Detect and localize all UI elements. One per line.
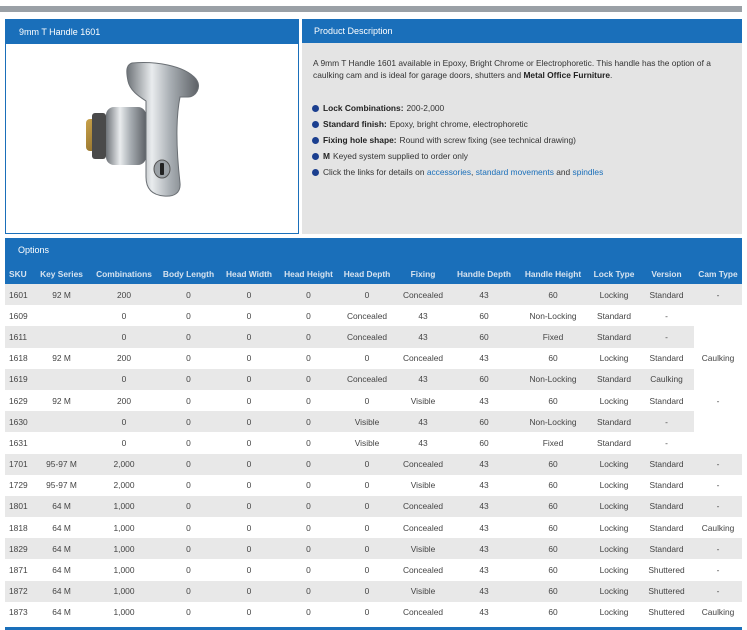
table-cell: 64 M (32, 517, 91, 538)
table-cell: Fixed (517, 432, 589, 453)
table-cell: 0 (278, 475, 339, 496)
table-cell: 43 (451, 538, 517, 559)
table-cell: 1829 (5, 538, 32, 559)
table-cell (694, 326, 742, 347)
table-cell: 0 (157, 348, 220, 369)
table-cell: 43 (451, 390, 517, 411)
table-cell: 92 M (32, 284, 91, 305)
table-row (5, 411, 742, 432)
table-cell: 0 (91, 369, 157, 390)
table-cell: Locking (589, 602, 639, 623)
table-cell: 0 (339, 284, 395, 305)
t-handle-product-image (84, 57, 214, 202)
table-cell: Standard (589, 411, 639, 432)
table-cell (32, 305, 91, 326)
table-cell: 0 (157, 559, 220, 580)
table-cell: Non-Locking (517, 411, 589, 432)
table-cell: 0 (157, 369, 220, 390)
column-header: Combinations (91, 263, 157, 284)
table-cell: - (694, 496, 742, 517)
table-cell: 0 (220, 284, 278, 305)
table-row (5, 559, 742, 580)
table-cell: - (639, 326, 694, 347)
table-cell: Locking (589, 517, 639, 538)
table-cell: 0 (278, 348, 339, 369)
table-cell: 43 (451, 496, 517, 517)
table-cell: 0 (157, 284, 220, 305)
table-cell: - (639, 411, 694, 432)
table-cell: 64 M (32, 581, 91, 602)
table-cell: Locking (589, 475, 639, 496)
table-cell: Non-Locking (517, 369, 589, 390)
table-cell: 1631 (5, 432, 32, 453)
table-cell: 0 (339, 581, 395, 602)
table-cell: 60 (517, 454, 589, 475)
table-cell: - (694, 581, 742, 602)
table-cell: 0 (157, 454, 220, 475)
feature-list (312, 100, 737, 180)
accessories-link[interactable]: accessories (426, 167, 472, 177)
table-row (5, 348, 742, 369)
table-row (5, 305, 742, 326)
table-cell: - (694, 538, 742, 559)
table-cell: 43 (395, 369, 451, 390)
table-cell: 1601 (5, 284, 32, 305)
table-cell: Standard (639, 538, 694, 559)
table-cell: 0 (157, 411, 220, 432)
table-cell: 0 (220, 432, 278, 453)
table-cell: 1872 (5, 581, 32, 602)
table-cell: Visible (395, 390, 451, 411)
table-cell: 64 M (32, 602, 91, 623)
table-cell: 0 (339, 496, 395, 517)
table-cell: Visible (395, 581, 451, 602)
table-cell: 1873 (5, 602, 32, 623)
table-cell: 1,000 (91, 517, 157, 538)
table-cell: 0 (157, 538, 220, 559)
bullet-icon (312, 105, 319, 112)
table-cell: 1,000 (91, 581, 157, 602)
table-row (5, 475, 742, 496)
table-cell: 43 (395, 305, 451, 326)
table-cell: 0 (220, 411, 278, 432)
column-header: Fixing (395, 263, 451, 284)
table-cell: Concealed (395, 559, 451, 580)
table-cell: Visible (339, 432, 395, 453)
table-cell (32, 326, 91, 347)
table-row (5, 454, 742, 475)
table-cell: 60 (451, 369, 517, 390)
table-cell: 60 (517, 284, 589, 305)
table-cell: Concealed (395, 602, 451, 623)
column-header: Body Length (157, 263, 220, 284)
table-cell: Concealed (395, 284, 451, 305)
table-cell: 60 (451, 326, 517, 347)
table-cell: 0 (220, 581, 278, 602)
table-cell: 0 (339, 538, 395, 559)
options-title: Options (5, 238, 742, 263)
table-cell: 43 (395, 411, 451, 432)
table-cell: 0 (339, 390, 395, 411)
table-cell: 1818 (5, 517, 32, 538)
table-cell: 95-97 M (32, 475, 91, 496)
table-cell: 1629 (5, 390, 32, 411)
table-cell: 43 (451, 517, 517, 538)
table-cell: 60 (517, 538, 589, 559)
table-cell: Visible (395, 538, 451, 559)
table-row (5, 326, 742, 347)
table-cell: 0 (220, 475, 278, 496)
table-cell: Concealed (395, 496, 451, 517)
table-cell: 43 (451, 475, 517, 496)
table-cell: 1,000 (91, 538, 157, 559)
product-description-title: Product Description (302, 19, 742, 43)
table-cell: 1871 (5, 559, 32, 580)
table-cell: 0 (91, 411, 157, 432)
table-cell: - (694, 284, 742, 305)
table-cell: 60 (451, 305, 517, 326)
feature-item: M Keyed system supplied to order only (312, 148, 737, 164)
table-cell: Standard (639, 284, 694, 305)
table-cell: 0 (339, 602, 395, 623)
table-cell: 0 (220, 602, 278, 623)
table-cell: 200 (91, 284, 157, 305)
top-divider-bar (0, 6, 742, 12)
table-cell: 0 (220, 390, 278, 411)
table-cell: 92 M (32, 348, 91, 369)
table-row (5, 581, 742, 602)
column-header: Head Height (278, 263, 339, 284)
table-cell: 1619 (5, 369, 32, 390)
table-cell: Caulking (694, 602, 742, 623)
table-row (5, 390, 742, 411)
column-header: Head Width (220, 263, 278, 284)
table-cell: 2,000 (91, 475, 157, 496)
table-cell: Standard (589, 326, 639, 347)
options-table (5, 263, 742, 623)
table-cell: 0 (278, 538, 339, 559)
table-cell: 92 M (32, 390, 91, 411)
table-cell: 0 (157, 581, 220, 602)
table-cell: 0 (157, 390, 220, 411)
table-cell: 0 (220, 454, 278, 475)
table-cell: 0 (220, 538, 278, 559)
table-cell: 60 (451, 411, 517, 432)
table-cell: 0 (157, 326, 220, 347)
column-header: Version (639, 263, 694, 284)
table-cell: 0 (339, 475, 395, 496)
table-cell: 43 (451, 581, 517, 602)
table-cell: Locking (589, 559, 639, 580)
table-cell: 200 (91, 390, 157, 411)
table-cell: 0 (278, 305, 339, 326)
table-row (5, 432, 742, 453)
table-cell: 0 (339, 559, 395, 580)
table-cell: Locking (589, 496, 639, 517)
table-cell: 2,000 (91, 454, 157, 475)
spindles-link[interactable]: spindles (572, 167, 604, 177)
table-cell (694, 369, 742, 390)
table-cell: Caulking (694, 517, 742, 538)
table-cell: - (639, 432, 694, 453)
table-row (5, 602, 742, 623)
table-cell: Standard (589, 432, 639, 453)
table-cell: 0 (157, 602, 220, 623)
table-cell: 43 (451, 559, 517, 580)
table-cell: 64 M (32, 559, 91, 580)
table-cell: Caulking (639, 369, 694, 390)
table-cell (32, 411, 91, 432)
table-cell: 1,000 (91, 559, 157, 580)
table-cell: 0 (278, 496, 339, 517)
table-cell: 0 (278, 369, 339, 390)
table-cell: Visible (395, 475, 451, 496)
table-cell: 1801 (5, 496, 32, 517)
table-cell: 0 (220, 369, 278, 390)
table-cell: 0 (278, 602, 339, 623)
product-description-panel (302, 19, 742, 234)
table-cell: Standard (589, 369, 639, 390)
table-cell: Locking (589, 538, 639, 559)
table-cell: Caulking (694, 348, 742, 369)
column-header: Handle Depth (451, 263, 517, 284)
table-cell: 0 (278, 326, 339, 347)
column-header: Head Depth (339, 263, 395, 284)
table-cell: 60 (517, 390, 589, 411)
table-cell: 43 (451, 284, 517, 305)
table-cell: 64 M (32, 496, 91, 517)
table-cell: - (694, 390, 742, 411)
table-cell: 0 (220, 496, 278, 517)
table-cell: 1630 (5, 411, 32, 432)
table-cell: 0 (278, 390, 339, 411)
feature-item: Standard finish: Epoxy, bright chrome, electrophoretic (312, 116, 737, 132)
table-cell: 43 (451, 602, 517, 623)
table-cell: 0 (91, 432, 157, 453)
product-description-text: A 9mm T Handle 1601 available in Epoxy, Bright Chrome or Electrophoretic. This handle has the option of a caulking cam and is ideal for garage doors, shutters and Metal Office Furniture. (313, 58, 711, 80)
table-cell: Locking (589, 454, 639, 475)
table-cell: 1609 (5, 305, 32, 326)
table-cell: 0 (278, 411, 339, 432)
table-cell: Concealed (395, 454, 451, 475)
table-cell: Standard (639, 390, 694, 411)
table-row (5, 496, 742, 517)
table-cell: Locking (589, 348, 639, 369)
table-cell: 43 (395, 326, 451, 347)
table-cell: 0 (339, 517, 395, 538)
table-cell: Standard (639, 496, 694, 517)
column-header: SKU (5, 263, 32, 284)
table-cell: Concealed (339, 305, 395, 326)
table-cell: Locking (589, 581, 639, 602)
table-cell: Standard (639, 348, 694, 369)
table-row (5, 517, 742, 538)
table-cell: Fixed (517, 326, 589, 347)
table-cell: 1618 (5, 348, 32, 369)
table-cell: Concealed (339, 369, 395, 390)
table-cell: 0 (339, 348, 395, 369)
table-cell: 1729 (5, 475, 32, 496)
table-cell: 60 (517, 517, 589, 538)
column-header: Cam Type (694, 263, 742, 284)
table-cell: 0 (157, 517, 220, 538)
table-cell: 0 (157, 432, 220, 453)
table-cell: 60 (517, 475, 589, 496)
table-cell: 0 (278, 559, 339, 580)
table-cell: - (694, 454, 742, 475)
feature-item: Fixing hole shape: Round with screw fixing (see technical drawing) (312, 132, 737, 148)
table-cell: 0 (220, 326, 278, 347)
table-row (5, 369, 742, 390)
table-cell: 0 (91, 326, 157, 347)
table-cell: Standard (589, 305, 639, 326)
table-cell: 43 (451, 348, 517, 369)
table-cell (32, 369, 91, 390)
table-cell: Shuttered (639, 559, 694, 580)
table-cell: 0 (278, 284, 339, 305)
table-cell: Locking (589, 390, 639, 411)
bullet-icon (312, 153, 319, 160)
table-cell: Standard (639, 475, 694, 496)
table-cell (694, 305, 742, 326)
table-cell: 1701 (5, 454, 32, 475)
table-cell: 60 (451, 432, 517, 453)
table-cell (694, 411, 742, 432)
table-cell: 0 (278, 517, 339, 538)
column-header: Lock Type (589, 263, 639, 284)
table-cell: 0 (278, 432, 339, 453)
table-cell: Concealed (395, 348, 451, 369)
table-cell: 0 (157, 305, 220, 326)
table-cell: Locking (589, 284, 639, 305)
table-cell: Shuttered (639, 581, 694, 602)
product-image-panel (5, 19, 299, 234)
bullet-icon (312, 169, 319, 176)
table-cell: 60 (517, 559, 589, 580)
standard-movements-link[interactable]: standard movements (475, 167, 554, 177)
table-cell: 60 (517, 348, 589, 369)
table-row (5, 538, 742, 559)
table-cell: 60 (517, 496, 589, 517)
column-header: Key Series (32, 263, 91, 284)
table-cell: - (694, 559, 742, 580)
table-cell: 95-97 M (32, 454, 91, 475)
table-cell: 43 (395, 432, 451, 453)
options-panel (5, 238, 742, 623)
table-cell: Shuttered (639, 602, 694, 623)
options-table-header (5, 263, 742, 284)
table-cell: 0 (278, 454, 339, 475)
bullet-icon (312, 137, 319, 144)
bullet-icon (312, 121, 319, 128)
table-cell: Standard (639, 454, 694, 475)
table-cell: 200 (91, 348, 157, 369)
table-cell: Concealed (395, 517, 451, 538)
table-cell: 1,000 (91, 602, 157, 623)
product-image-title: 9mm T Handle 1601 (6, 20, 298, 44)
table-row (5, 284, 742, 305)
feature-item: Lock Combinations: 200-2,000 (312, 100, 737, 116)
table-cell: 0 (157, 496, 220, 517)
table-cell: - (639, 305, 694, 326)
table-cell: 0 (220, 517, 278, 538)
table-cell: 0 (157, 475, 220, 496)
table-cell: 0 (339, 454, 395, 475)
table-cell (32, 432, 91, 453)
column-header: Handle Height (517, 263, 589, 284)
table-cell: 0 (91, 305, 157, 326)
table-cell: 60 (517, 602, 589, 623)
table-cell: 1611 (5, 326, 32, 347)
table-cell (694, 432, 742, 453)
table-cell: 0 (220, 559, 278, 580)
table-cell: - (694, 475, 742, 496)
feature-item-links: Click the links for details on accessories , standard movements and spindles (312, 164, 737, 180)
table-cell: 0 (220, 305, 278, 326)
table-cell: Non-Locking (517, 305, 589, 326)
table-cell: 60 (517, 581, 589, 602)
table-cell: Standard (639, 517, 694, 538)
table-cell: 43 (451, 454, 517, 475)
table-cell: Concealed (339, 326, 395, 347)
table-cell: Visible (339, 411, 395, 432)
table-cell: 0 (220, 348, 278, 369)
table-cell: 1,000 (91, 496, 157, 517)
table-cell: 64 M (32, 538, 91, 559)
table-cell: 0 (278, 581, 339, 602)
